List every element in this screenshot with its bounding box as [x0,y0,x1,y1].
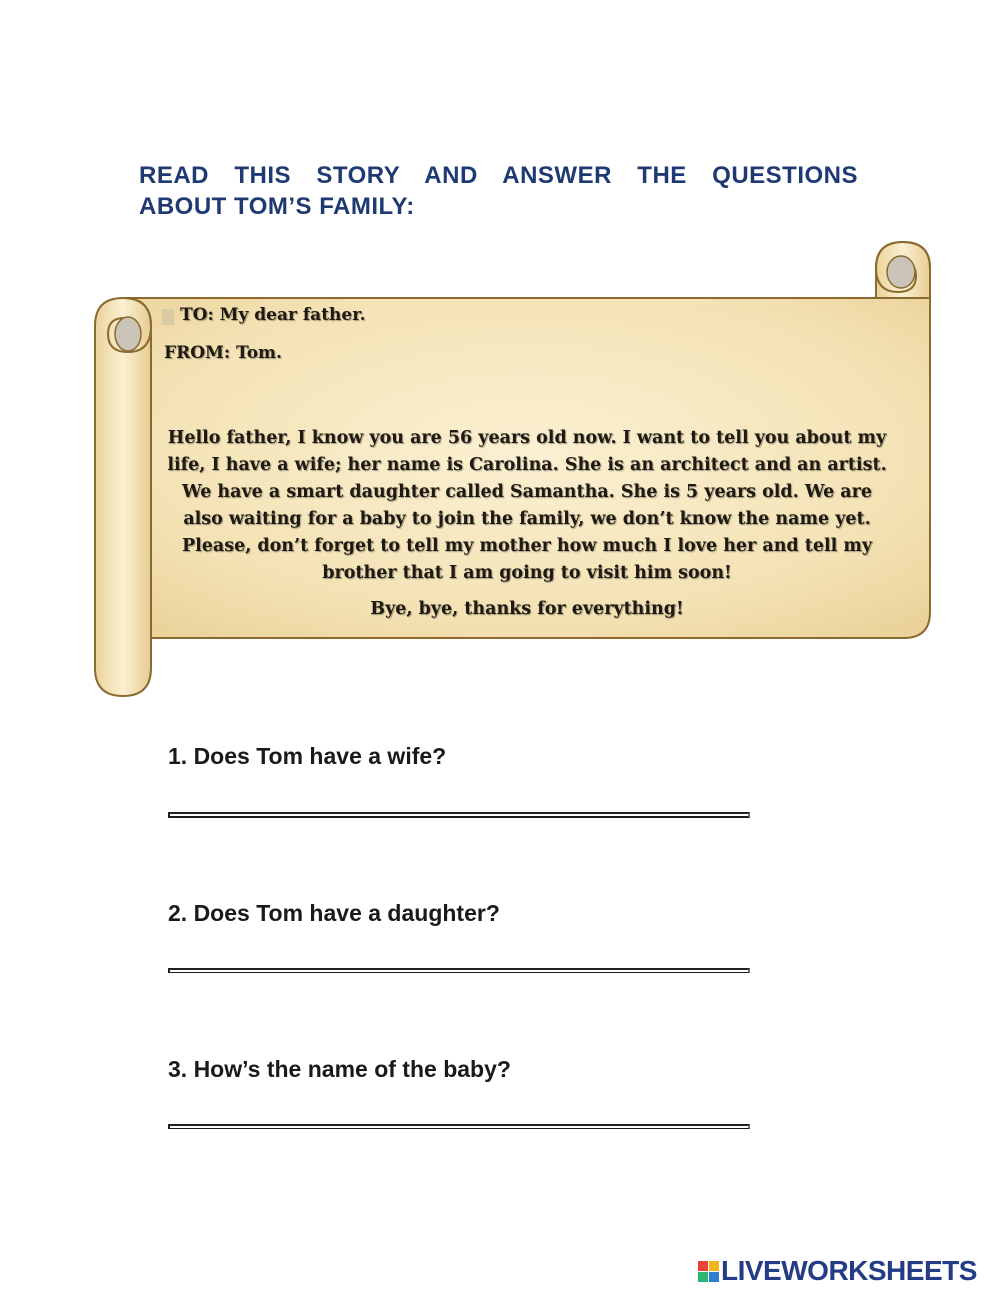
logo-text: LIVEWORKSHEETS [721,1255,977,1286]
logo-block-red [698,1261,708,1271]
logo-block-blue [709,1272,719,1282]
question-2: 2. Does Tom have a daughter? [168,900,500,926]
heading-line-2: ABOUT TOM’S FAMILY: [139,193,415,220]
answer-field-1[interactable] [168,812,750,818]
heading-line-1: READ THIS STORY AND ANSWER THE QUESTIONS [139,162,858,189]
question-3: 3. How’s the name of the baby? [168,1056,511,1082]
letter-to: TO: My dear father. [180,305,366,325]
text-cursor-mark [162,309,174,325]
letter-from: FROM: Tom. [164,343,282,363]
logo-blocks-icon [698,1261,719,1282]
answer-field-2[interactable] [168,968,750,973]
question-1: 1. Does Tom have a wife? [168,743,447,769]
letter-closing: Bye, bye, thanks for everything! [370,599,684,619]
answer-field-3[interactable] [168,1124,750,1129]
letter-body: Hello father, I know you are 56 years old now. I want to tell you about my life, I have a wife; her name is Carolina. She is an architect and an artist. We have a smart daughter called Samantha. She is 5 years old. We are also waiting for a baby to join the family, we don’t know the name yet. Please, don’t forget to tell my mother how much I love her and tell my brother that I am going to visit him soon! [167,428,887,583]
logo-block-yellow [709,1261,719,1271]
logo-block-green [698,1272,708,1282]
liveworksheets-logo[interactable] [698,1256,977,1286]
